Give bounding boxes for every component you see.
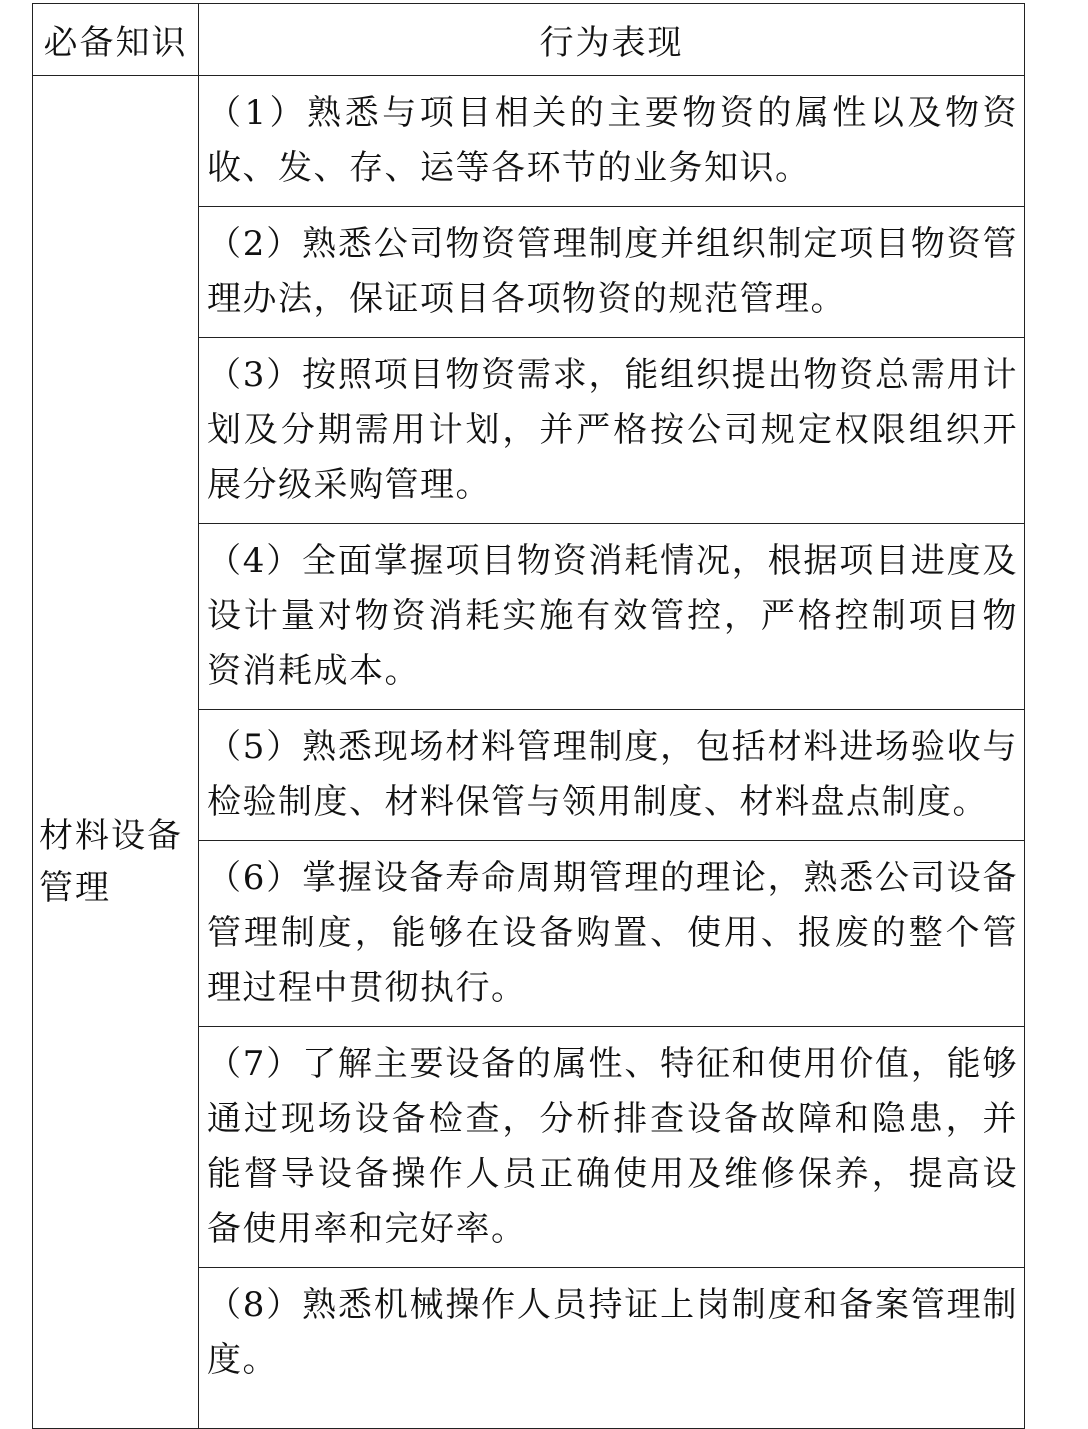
behavior-item-7: （7）了解主要设备的属性、特征和使用价值，能够通过现场设备检查，分析排查设备故障和隐患，并能督导设备操作人员正确使用及维修保养，提高设备使用率和完好率。: [199, 1027, 1025, 1268]
behavior-item-1: （1）熟悉与项目相关的主要物资的属性以及物资收、发、存、运等各环节的业务知识。: [199, 76, 1025, 207]
header-behavior: 行为表现: [199, 4, 1025, 76]
table-row: [33, 76, 1025, 207]
behavior-item-8: （8）熟悉机械操作人员持证上岗制度和备案管理制度。: [199, 1268, 1025, 1429]
behavior-item-4: （4）全面掌握项目物资消耗情况，根据项目进度及设计量对物资消耗实施有效管控，严格控制项目物资消耗成本。: [199, 524, 1025, 710]
header-required-knowledge: 必备知识: [33, 4, 199, 76]
behavior-item-6: （6）掌握设备寿命周期管理的理论，熟悉公司设备管理制度，能够在设备购置、使用、报废的整个管理过程中贯彻执行。: [199, 841, 1025, 1027]
category-cell: [33, 76, 199, 1429]
knowledge-behavior-table: [32, 3, 1025, 1429]
behavior-item-3: （3）按照项目物资需求，能组织提出物资总需用计划及分期需用计划，并严格按公司规定权限组织开展分级采购管理。: [199, 338, 1025, 524]
behavior-item-5: （5）熟悉现场材料管理制度，包括材料进场验收与检验制度、材料保管与领用制度、材料盘点制度。: [199, 710, 1025, 841]
category-label: 材料设备管理: [39, 816, 183, 908]
table-header-row: [33, 4, 1025, 76]
behavior-item-2: （2）熟悉公司物资管理制度并组织制定项目物资管理办法，保证项目各项物资的规范管理。: [199, 207, 1025, 338]
